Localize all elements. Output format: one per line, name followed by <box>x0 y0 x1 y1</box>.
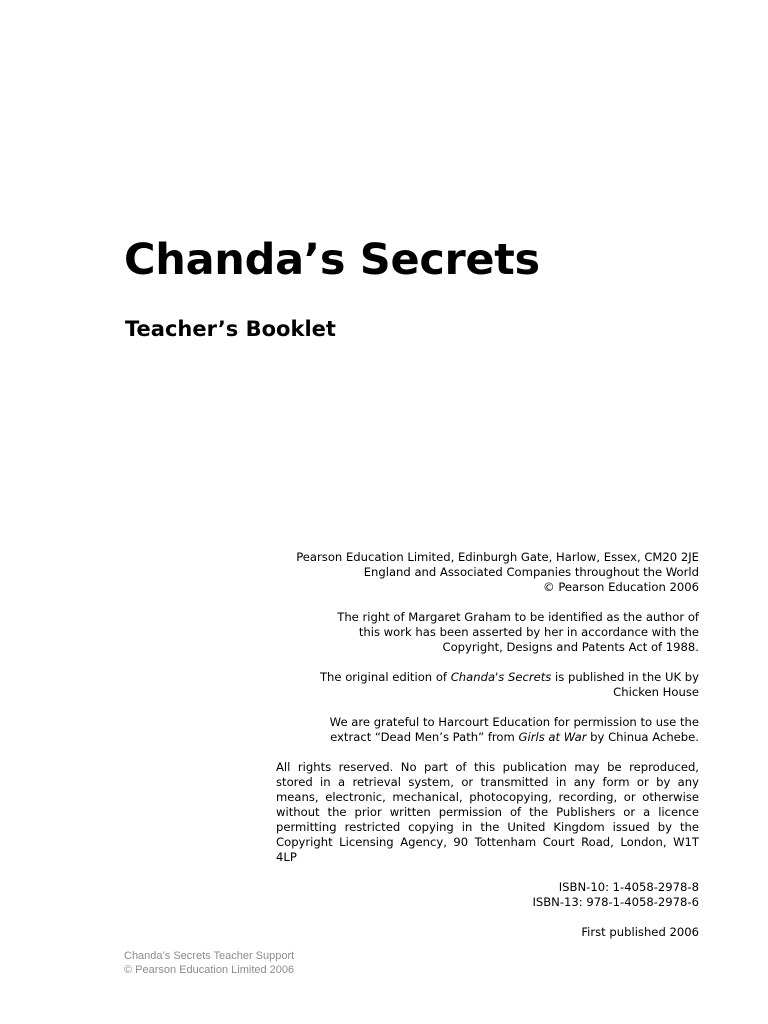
first-published-line: First published 2006 <box>581 925 699 939</box>
rights-reserved-paragraph: All rights reserved. No part of this publication may be reproduced, stored in a retrieval system, or transmitted in any form or by any means, electronic, mechanical, photocopying, recording, or otherwise without the prior written permission of the Publishers or a licence permitting restricted copying in the United Kingdom issued by the Copyright Licensing Agency, 90 Tottenham Court Road, London, W1T 4LP <box>276 760 699 864</box>
original-edition-line <box>276 670 699 685</box>
acknowledgement-prefix: extract “Dead Men’s Path” from <box>330 730 519 744</box>
book-title-italic: Chanda's Secrets <box>450 670 552 684</box>
original-edition-prefix: The original edition of <box>319 670 451 684</box>
acknowledgement-suffix: by Chinua Achebe. <box>586 730 699 744</box>
author-rights-statement <box>276 610 699 655</box>
isbn-10: ISBN-10: 1-4058-2978-8 <box>558 880 699 894</box>
original-edition-statement <box>276 670 699 700</box>
acknowledgement-line <box>276 730 699 745</box>
document-subtitle: Teacher’s Booklet <box>125 317 336 341</box>
copyright-line: © Pearson Education 2006 <box>543 580 699 594</box>
publisher-address <box>276 550 699 595</box>
original-edition-suffix: is published in the UK by <box>551 670 699 684</box>
original-publisher: Chicken House <box>613 685 699 699</box>
footer-copyright: © Pearson Education Limited 2006 <box>124 964 295 976</box>
source-title-italic: Girls at War <box>518 730 587 744</box>
document-title: Chanda’s Secrets <box>124 235 540 285</box>
footer-line: Chanda’s Secrets Teacher Support <box>124 950 295 962</box>
acknowledgement-statement <box>276 715 699 745</box>
first-published <box>276 925 699 940</box>
isbn-block <box>276 880 699 910</box>
isbn-13: ISBN-13: 978-1-4058-2978-6 <box>532 895 699 909</box>
author-rights-line: Copyright, Designs and Patents Act of 1988. <box>442 640 699 654</box>
imprint-section <box>276 550 699 955</box>
author-rights-line: The right of Margaret Graham to be identified as the author of <box>337 610 699 624</box>
author-rights-line: this work has been asserted by her in accordance with the <box>358 625 699 639</box>
publisher-line: Pearson Education Limited, Edinburgh Gate, Harlow, Essex, CM20 2JE <box>296 550 699 564</box>
page-footer <box>124 949 294 977</box>
acknowledgement-line: We are grateful to Harcourt Education for permission to use the <box>329 715 699 729</box>
publisher-line: England and Associated Companies throughout the World <box>363 565 699 579</box>
